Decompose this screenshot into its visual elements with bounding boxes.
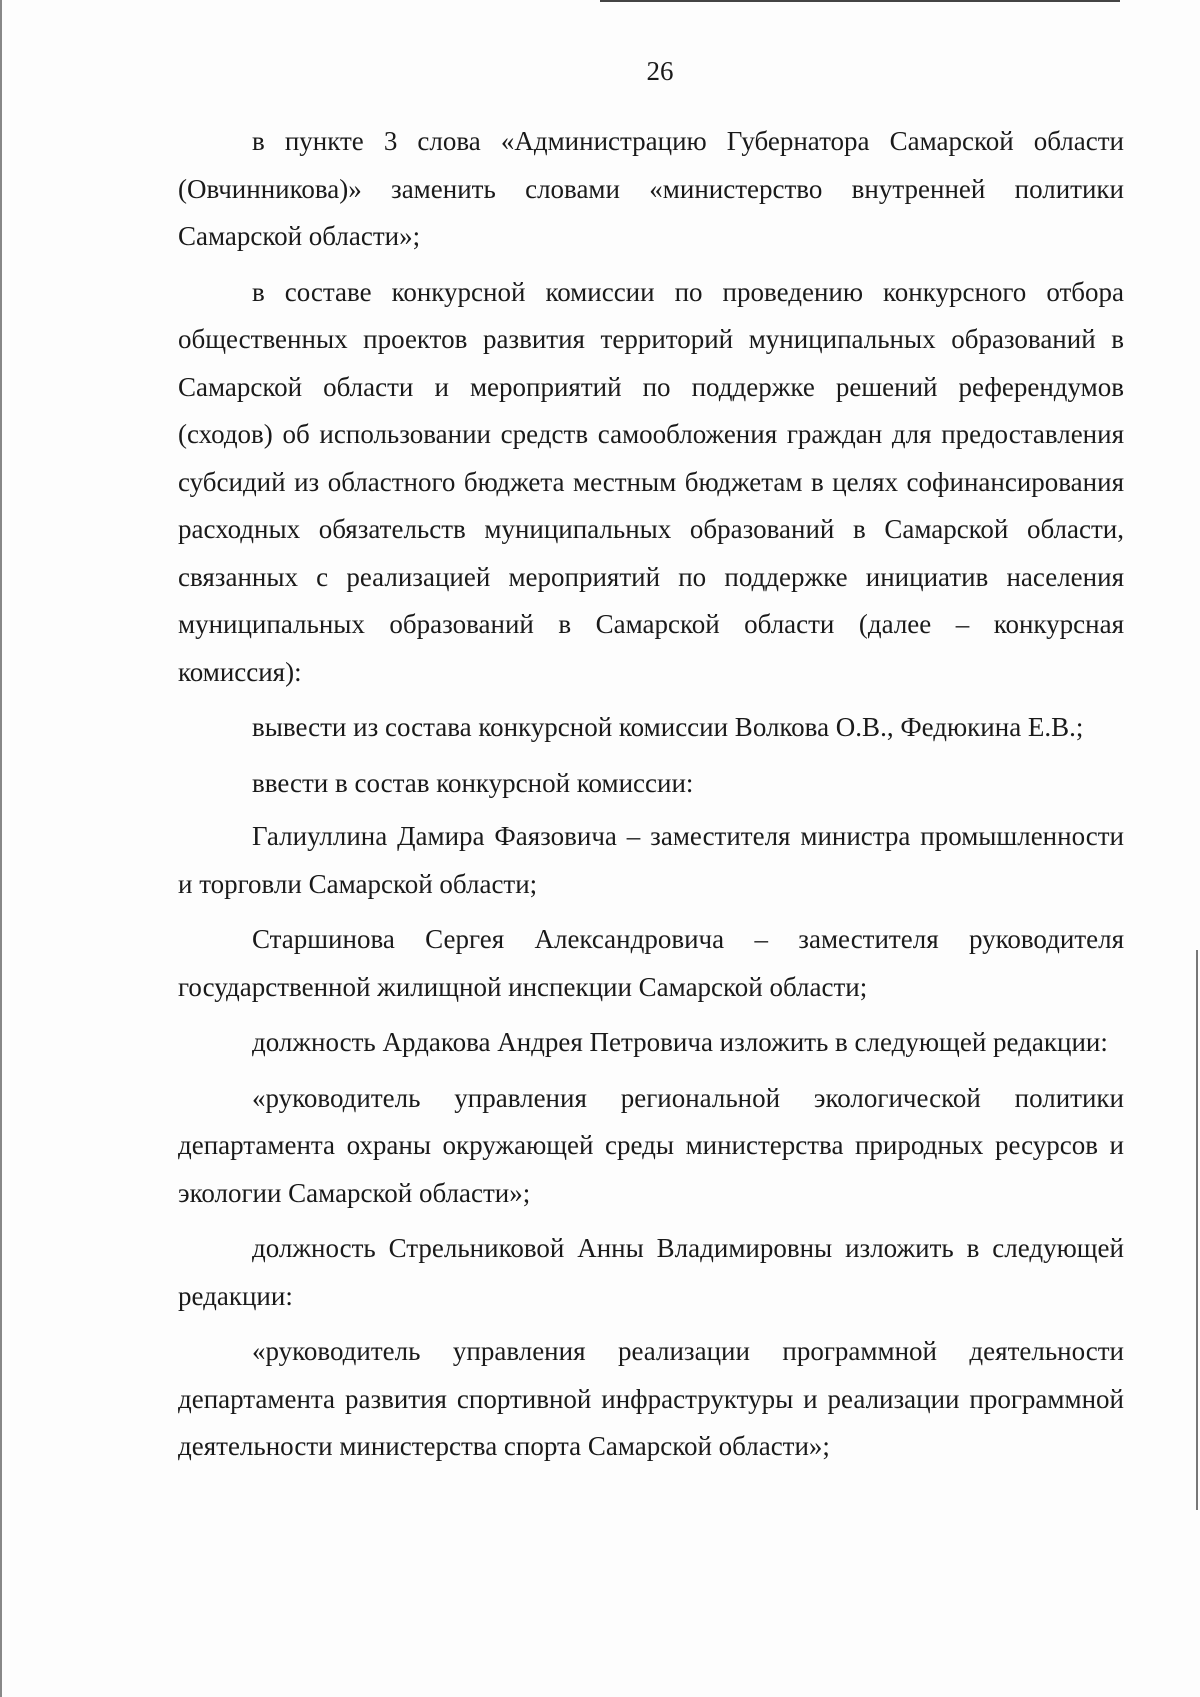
- scan-edge-right: [1196, 950, 1198, 1510]
- paragraph-4: ввести в состав конкурсной комиссии:: [252, 767, 694, 798]
- document-body: [178, 118, 1124, 1471]
- page-number: 26: [646, 56, 674, 86]
- scan-edge-top: [600, 0, 1120, 2]
- scan-edge-left: [0, 0, 2, 1697]
- paragraph-3: вывести из состава конкурсной комиссии Волкова О.В., Федюкина Е.В.;: [252, 712, 1084, 742]
- paragraph-8: «руководитель управления региональной экологической политики департамента охраны окружающей среды министерства природных ресурсов и экологии Самарской области»;: [178, 1082, 1124, 1208]
- paragraph-6: Старшинова Сергея Александровича – заместителя руководителя государственной жилищной инспекции Самарской области;: [178, 924, 1124, 1002]
- paragraph-10: «руководитель управления реализации программной деятельности департамента развития спортивной инфраструктуры и реализации программной деятельности министерства спорта Самарской области»;: [178, 1336, 1124, 1461]
- paragraph-2: в составе конкурсной комиссии по проведению конкурсного отбора общественных проектов развития территорий муниципальных образований в Самарской области и мероприятий по поддержке решений референдумов (сходов) об использовании средств самообложения граждан для предоставления субсидий из областного бюджета местным бюджетам в целях софинансирования расходных обязательств муниципальных образований в Самарской области, связанных с реализацией мероприятий по поддержке инициатив населения муниципальных образований в Самарской области (далее – конкурсная комиссия):: [178, 276, 1124, 687]
- paragraph-9: должность Стрельниковой Анны Владимировны изложить в следующей редакции:: [178, 1233, 1124, 1311]
- paragraph-5: Галиуллина Дамира Фаязовича – заместителя министра промышленности и торговли Самарской области;: [178, 821, 1124, 899]
- paragraph-7: должность Ардакова Андрея Петровича изложить в следующей редакции:: [252, 1027, 1108, 1057]
- paragraph-1: в пункте 3 слова «Администрацию Губернатора Самарской области (Овчинникова)» заменить словами «министерство внутренней политики Самарской области»;: [178, 126, 1124, 251]
